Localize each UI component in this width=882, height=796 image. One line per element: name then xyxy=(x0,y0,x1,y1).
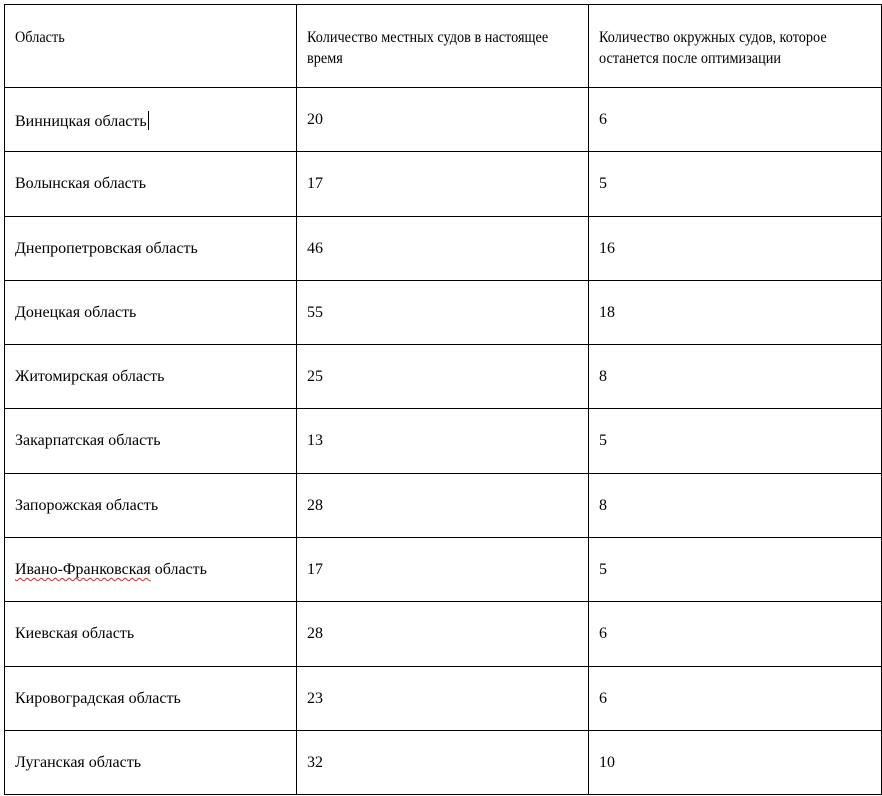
cell-after[interactable] xyxy=(589,538,882,602)
after-text: 5 xyxy=(599,175,607,193)
cell-current[interactable] xyxy=(297,602,589,666)
cell-current[interactable] xyxy=(297,280,589,344)
region-text: Житомирская область xyxy=(15,368,165,386)
courts-table xyxy=(4,4,882,795)
region-text: Волынская область xyxy=(15,175,147,193)
table-row xyxy=(5,152,882,216)
region-text: Киевская область xyxy=(15,625,135,643)
after-text: 5 xyxy=(599,561,607,579)
cell-after[interactable] xyxy=(589,666,882,730)
region-text: Донецкая область xyxy=(15,303,137,321)
current-text: 28 xyxy=(307,496,323,514)
current-text: 25 xyxy=(307,368,323,386)
table-row xyxy=(5,730,882,794)
cell-region[interactable] xyxy=(5,473,297,537)
cell-after[interactable] xyxy=(589,602,882,666)
cell-after[interactable] xyxy=(589,473,882,537)
current-text: 20 xyxy=(307,111,323,128)
text-cursor xyxy=(148,111,149,130)
after-text: 10 xyxy=(599,753,615,771)
current-text: 17 xyxy=(307,561,323,579)
after-text: 6 xyxy=(599,689,607,707)
cell-region[interactable] xyxy=(5,666,297,730)
cell-region[interactable] xyxy=(5,602,297,666)
table-row xyxy=(5,409,882,473)
current-text: 55 xyxy=(307,303,323,321)
cell-current[interactable] xyxy=(297,88,589,152)
region-text: Луганская область xyxy=(15,753,141,771)
after-text: 6 xyxy=(599,111,607,128)
cell-current[interactable] xyxy=(297,473,589,537)
cell-after[interactable] xyxy=(589,409,882,473)
region-text: Днепропетровская область xyxy=(15,239,198,257)
cell-after[interactable] xyxy=(589,152,882,216)
cell-region[interactable] xyxy=(5,730,297,794)
table-row xyxy=(5,602,882,666)
current-text: 13 xyxy=(307,432,323,450)
cell-after[interactable] xyxy=(589,216,882,280)
current-text: 32 xyxy=(307,753,323,771)
after-text: 16 xyxy=(599,239,615,257)
cell-current[interactable] xyxy=(297,538,589,602)
spellcheck-underline[interactable]: Ивано-Франковская xyxy=(15,561,151,579)
cell-region[interactable] xyxy=(5,152,297,216)
region-text: Кировоградская область xyxy=(15,689,181,707)
cell-region[interactable] xyxy=(5,216,297,280)
current-text: 28 xyxy=(307,625,323,643)
cell-after[interactable] xyxy=(589,730,882,794)
cell-region[interactable] xyxy=(5,538,297,602)
cell-region[interactable] xyxy=(5,409,297,473)
cell-current[interactable] xyxy=(297,345,589,409)
table-row xyxy=(5,280,882,344)
region-text: Винницкая область xyxy=(15,113,147,130)
cell-current[interactable] xyxy=(297,152,589,216)
header-cell-current[interactable]: Количество местных судов в настоящее время xyxy=(297,5,589,88)
current-text: 46 xyxy=(307,239,323,257)
cell-current[interactable] xyxy=(297,216,589,280)
cell-region[interactable] xyxy=(5,280,297,344)
region-text: Запорожская область xyxy=(15,496,159,514)
after-text: 8 xyxy=(599,496,607,514)
region-text: Закарпатская область xyxy=(15,432,161,450)
current-text: 23 xyxy=(307,689,323,707)
table-row xyxy=(5,345,882,409)
cell-region[interactable] xyxy=(5,88,297,152)
table-row xyxy=(5,473,882,537)
table-row xyxy=(5,538,882,602)
after-text: 5 xyxy=(599,432,607,450)
cell-after[interactable] xyxy=(589,88,882,152)
after-text: 6 xyxy=(599,625,607,643)
cell-current[interactable] xyxy=(297,730,589,794)
after-text: 8 xyxy=(599,368,607,386)
table-row xyxy=(5,88,882,152)
header-cell-region[interactable]: Область xyxy=(5,5,297,88)
after-text: 18 xyxy=(599,303,615,321)
cell-after[interactable] xyxy=(589,345,882,409)
table-row xyxy=(5,216,882,280)
cell-current[interactable] xyxy=(297,409,589,473)
cell-after[interactable] xyxy=(589,280,882,344)
header-cell-after[interactable]: Количество окружных судов, которое останется после оптимизации xyxy=(589,5,882,88)
cell-current[interactable] xyxy=(297,666,589,730)
region-text: Ивано-Франковская область xyxy=(15,561,207,579)
table-row xyxy=(5,666,882,730)
cell-region[interactable] xyxy=(5,345,297,409)
header-row xyxy=(5,5,882,88)
current-text: 17 xyxy=(307,175,323,193)
